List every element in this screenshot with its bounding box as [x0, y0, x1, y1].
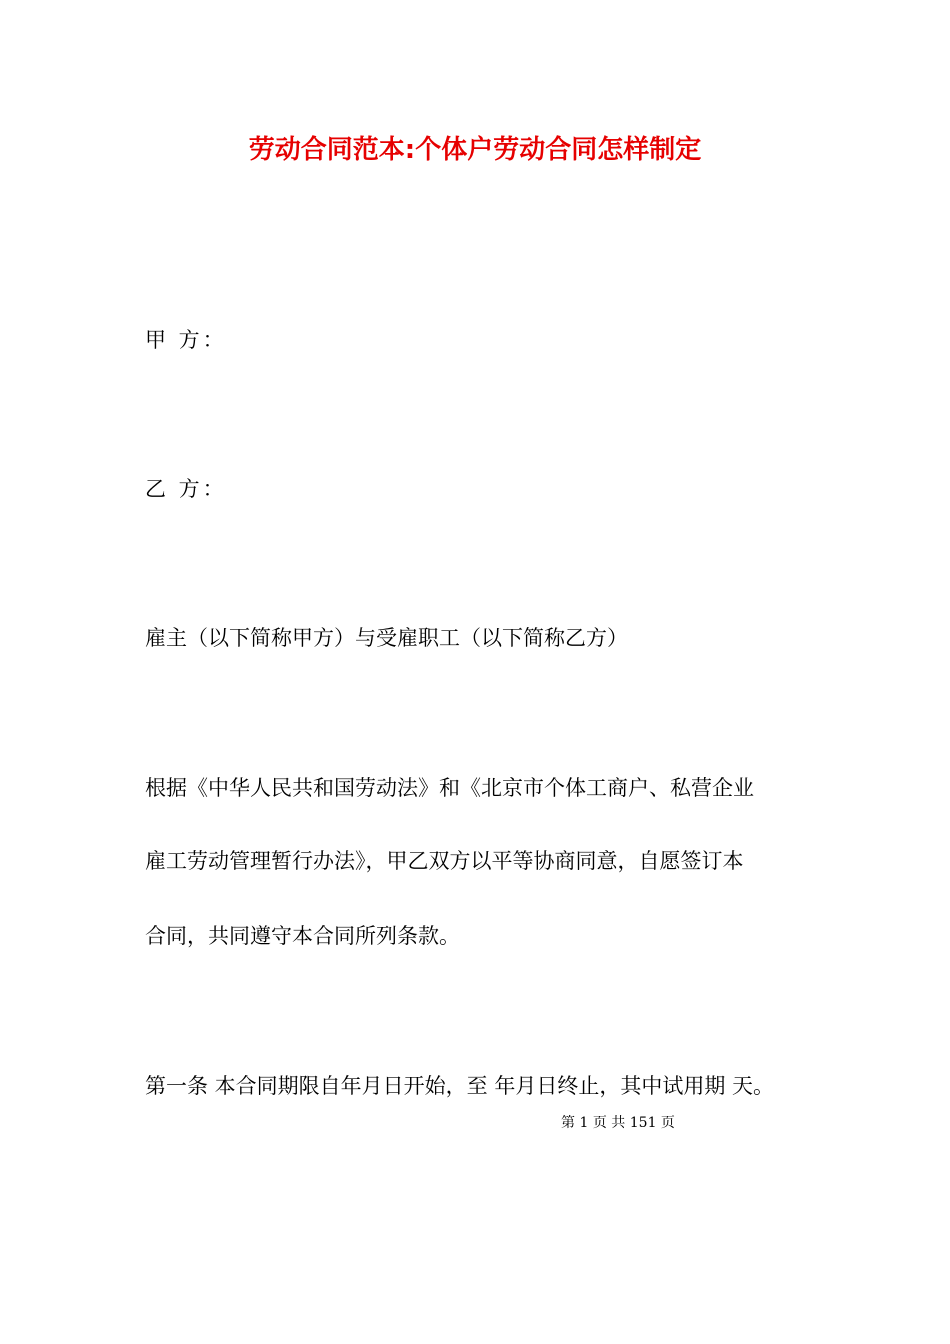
- page-footer: [0, 1113, 950, 1133]
- page-number: 第 1 页 共 151 页: [561, 1115, 675, 1131]
- basis-paragraph-line-2: 雇工劳动管理暂行办法》，甲乙双方以平等协商同意，自愿签订本: [145, 849, 744, 873]
- parties-line: 雇主（以下简称甲方）与受雇职工（以下简称乙方）: [145, 626, 628, 650]
- basis-paragraph-line-3: 合同，共同遵守本合同所列条款。: [145, 924, 460, 948]
- article-1: 第一条 本合同期限自年月日开始，至 年月日终止，其中试用期 天。: [145, 1074, 775, 1098]
- basis-paragraph-line-1: 根据《中华人民共和国劳动法》和《北京市个体工商户、私营企业: [145, 776, 754, 800]
- document-title: 劳动合同范本:个体户劳动合同怎样制定: [248, 135, 702, 165]
- party-a-label: 甲 方：: [145, 328, 227, 352]
- party-b-label: 乙 方：: [145, 477, 227, 501]
